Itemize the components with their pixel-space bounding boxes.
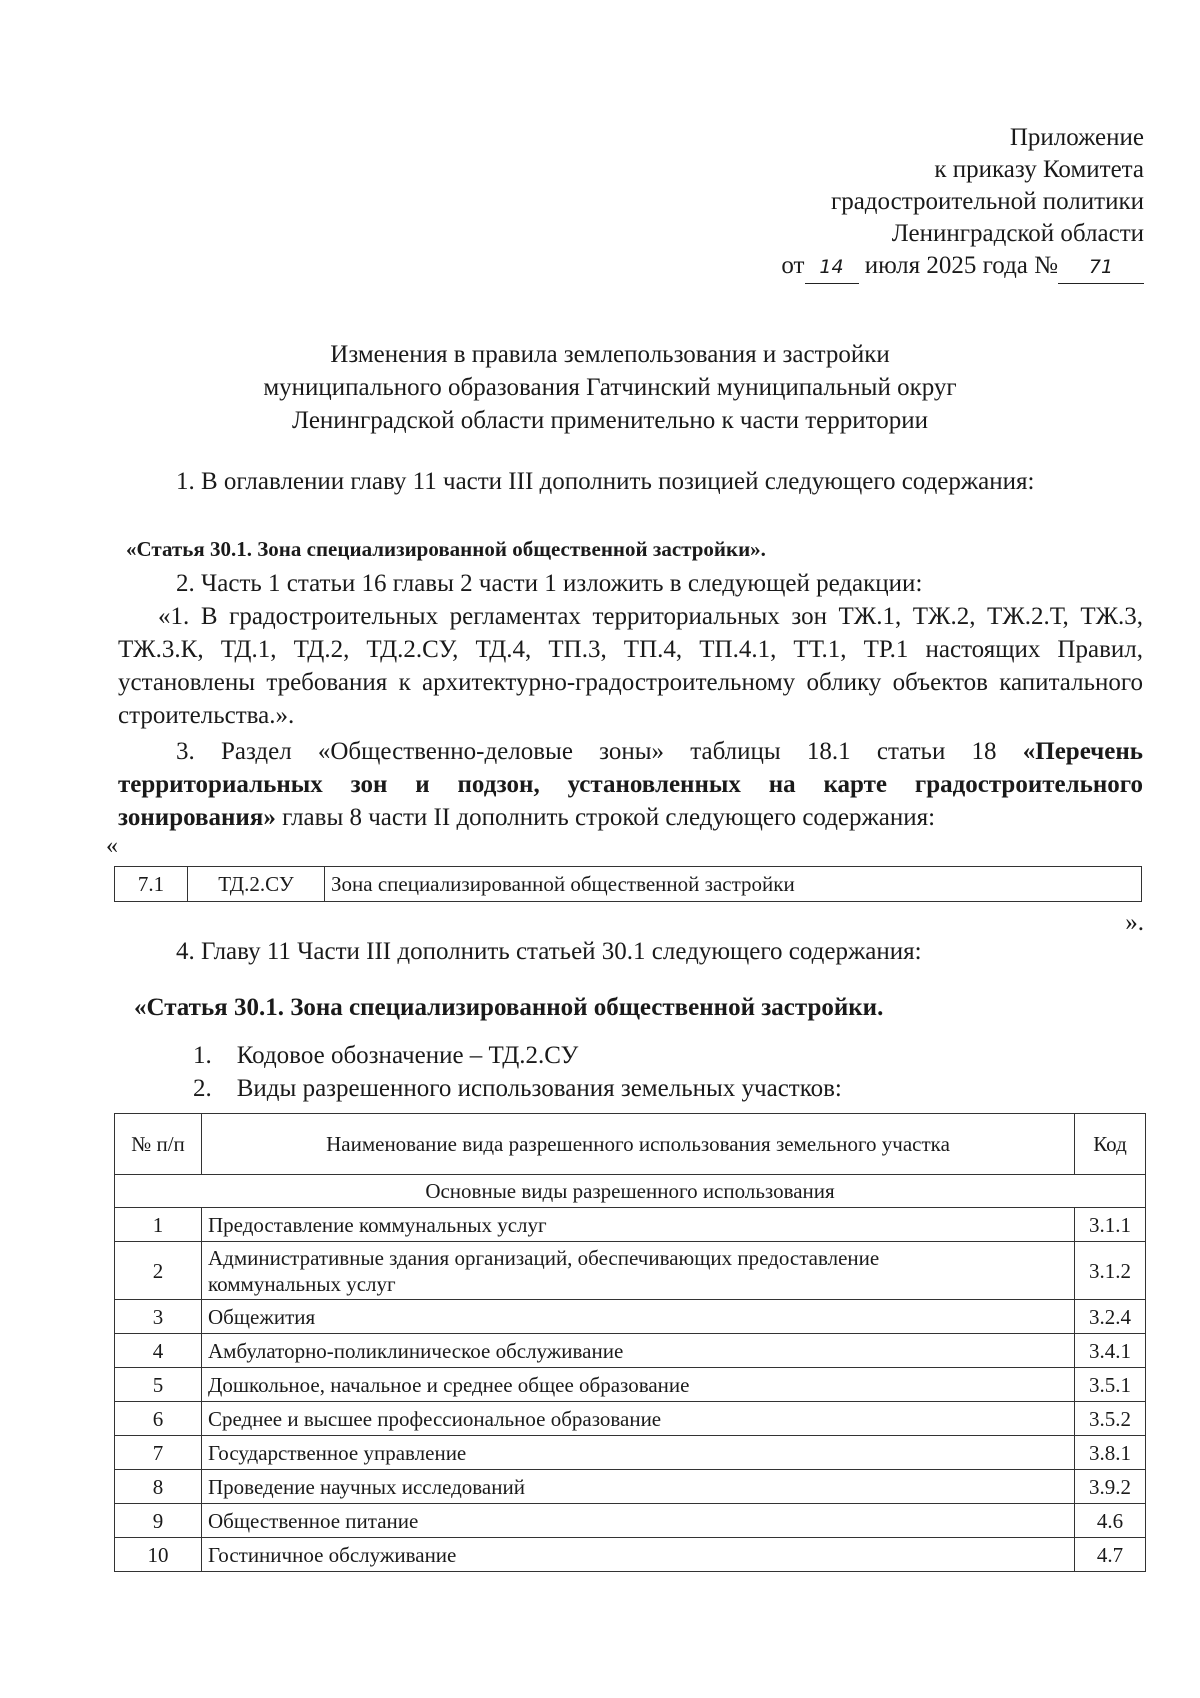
row-name: Среднее и высшее профессиональное образование (202, 1402, 1075, 1436)
row-code: 3.2.4 (1075, 1300, 1146, 1334)
zone-row-code: ТД.2.СУ (188, 867, 325, 902)
date-prefix: от (781, 252, 805, 279)
article-item-1: 1. Кодовое обозначение – ТД.2.СУ (193, 1042, 579, 1069)
appendix-date-line (544, 250, 1144, 284)
quote-close-mark: ». (1125, 909, 1144, 936)
appendix-line-4: Ленинградской области (891, 220, 1144, 247)
row-num: 10 (115, 1538, 202, 1572)
document-title (110, 338, 1110, 437)
table-row (115, 1242, 1146, 1300)
section-1-quote: «Статья 30.1. Зона специализированной общественной застройки». (126, 537, 766, 561)
uses-table-header (115, 1114, 1146, 1175)
header-code: Код (1075, 1114, 1146, 1175)
zone-row-name: Зона специализированной общественной застройки (325, 867, 1142, 902)
date-middle: июля 2025 года № (864, 252, 1058, 279)
table-row (115, 1538, 1146, 1572)
section-3-text-start: 3. Раздел «Общественно-деловые зоны» таблицы 18.1 статьи 18 (176, 738, 997, 765)
section-1-text: 1. В оглавлении главу 11 части III дополнить позицией следующего содержания: (176, 468, 1035, 495)
uses-group-row (115, 1175, 1146, 1208)
row-name: Амбулаторно-поликлиническое обслуживание (202, 1334, 1075, 1368)
title-line-3: Ленинградской области применительно к части территории (292, 407, 928, 434)
row-name: Дошкольное, начальное и среднее общее образование (202, 1368, 1075, 1402)
table-row (115, 1334, 1146, 1368)
header-name: Наименование вида разрешенного использования земельного участка (202, 1114, 1075, 1175)
row-num: 3 (115, 1300, 202, 1334)
row-code: 3.1.1 (1075, 1208, 1146, 1242)
section-3-text (118, 735, 1143, 834)
title-line-2: муниципального образования Гатчинский муниципальный округ (263, 374, 957, 401)
quote-open-mark: « (106, 833, 118, 859)
appendix-line-2: к приказу Комитета (934, 156, 1144, 183)
row-name: Общественное питание (202, 1504, 1075, 1538)
table-row (115, 1470, 1146, 1504)
row-num: 1 (115, 1208, 202, 1242)
appendix-header (544, 122, 1144, 284)
table-row (115, 1368, 1146, 1402)
row-num: 9 (115, 1504, 202, 1538)
group-title: Основные виды разрешенного использования (115, 1175, 1146, 1208)
section-3-text-end: главы 8 части II дополнить строкой следующего содержания: (282, 804, 936, 831)
zone-row-num: 7.1 (115, 867, 188, 902)
section-4-text: 4. Главу 11 Части III дополнить статьей 30.1 следующего содержания: (176, 938, 922, 965)
row-code: 3.1.2 (1075, 1242, 1146, 1300)
article-item-2: 2. Виды разрешенного использования земельных участков: (193, 1075, 842, 1102)
row-code: 3.4.1 (1075, 1334, 1146, 1368)
row-num: 6 (115, 1402, 202, 1436)
row-num: 5 (115, 1368, 202, 1402)
row-num: 2 (115, 1242, 202, 1300)
row-name: Административные здания организаций, обеспечивающих предоставление коммунальных услуг (202, 1242, 1075, 1300)
row-code: 3.9.2 (1075, 1470, 1146, 1504)
title-line-1: Изменения в правила землепользования и застройки (330, 341, 890, 368)
section-3-text-bold: «Перечень территориальных зон и подзон, установленных на карте градостроительного зонирования» (118, 738, 1143, 831)
row-num: 4 (115, 1334, 202, 1368)
row-name: Проведение научных исследований (202, 1470, 1075, 1504)
zone-row-table (114, 866, 1142, 902)
row-num: 8 (115, 1470, 202, 1504)
row-code: 3.8.1 (1075, 1436, 1146, 1470)
header-num: № п/п (115, 1114, 202, 1175)
row-code: 3.5.2 (1075, 1402, 1146, 1436)
row-code: 4.7 (1075, 1538, 1146, 1572)
uses-table (114, 1113, 1146, 1572)
row-name: Гостиничное обслуживание (202, 1538, 1075, 1572)
table-row (115, 1208, 1146, 1242)
row-name: Общежития (202, 1300, 1075, 1334)
order-number-handwritten: 71 (1058, 251, 1144, 284)
date-day-handwritten: 14 (805, 251, 859, 284)
table-row (115, 1300, 1146, 1334)
row-code: 3.5.1 (1075, 1368, 1146, 1402)
row-name: Государственное управление (202, 1436, 1075, 1470)
table-row (115, 1436, 1146, 1470)
row-num: 7 (115, 1436, 202, 1470)
section-2-text: 2. Часть 1 статьи 16 главы 2 части 1 изложить в следующей редакции: (176, 570, 923, 597)
table-row (115, 1402, 1146, 1436)
appendix-line-3: градостроительной политики (830, 188, 1144, 215)
row-code: 4.6 (1075, 1504, 1146, 1538)
appendix-line-1: Приложение (1009, 124, 1144, 151)
row-name: Предоставление коммунальных услуг (202, 1208, 1075, 1242)
article-title: «Статья 30.1. Зона специализированной общественной застройки. (134, 994, 884, 1021)
section-2-quote: «1. В градостроительных регламентах территориальных зон ТЖ.1, ТЖ.2, ТЖ.2.Т, ТЖ.3, ТЖ.3.К, ТД.1, ТД.2, ТД.2.СУ, ТД.4, ТП.3, ТП.4, ТП.4.1, ТТ.1, ТР.1 настоящих Правил, установлены требования к архитектурно-градостроительному облику объектов капитального строительства.». (118, 603, 1143, 729)
table-row (115, 1504, 1146, 1538)
table-row (115, 867, 1142, 902)
